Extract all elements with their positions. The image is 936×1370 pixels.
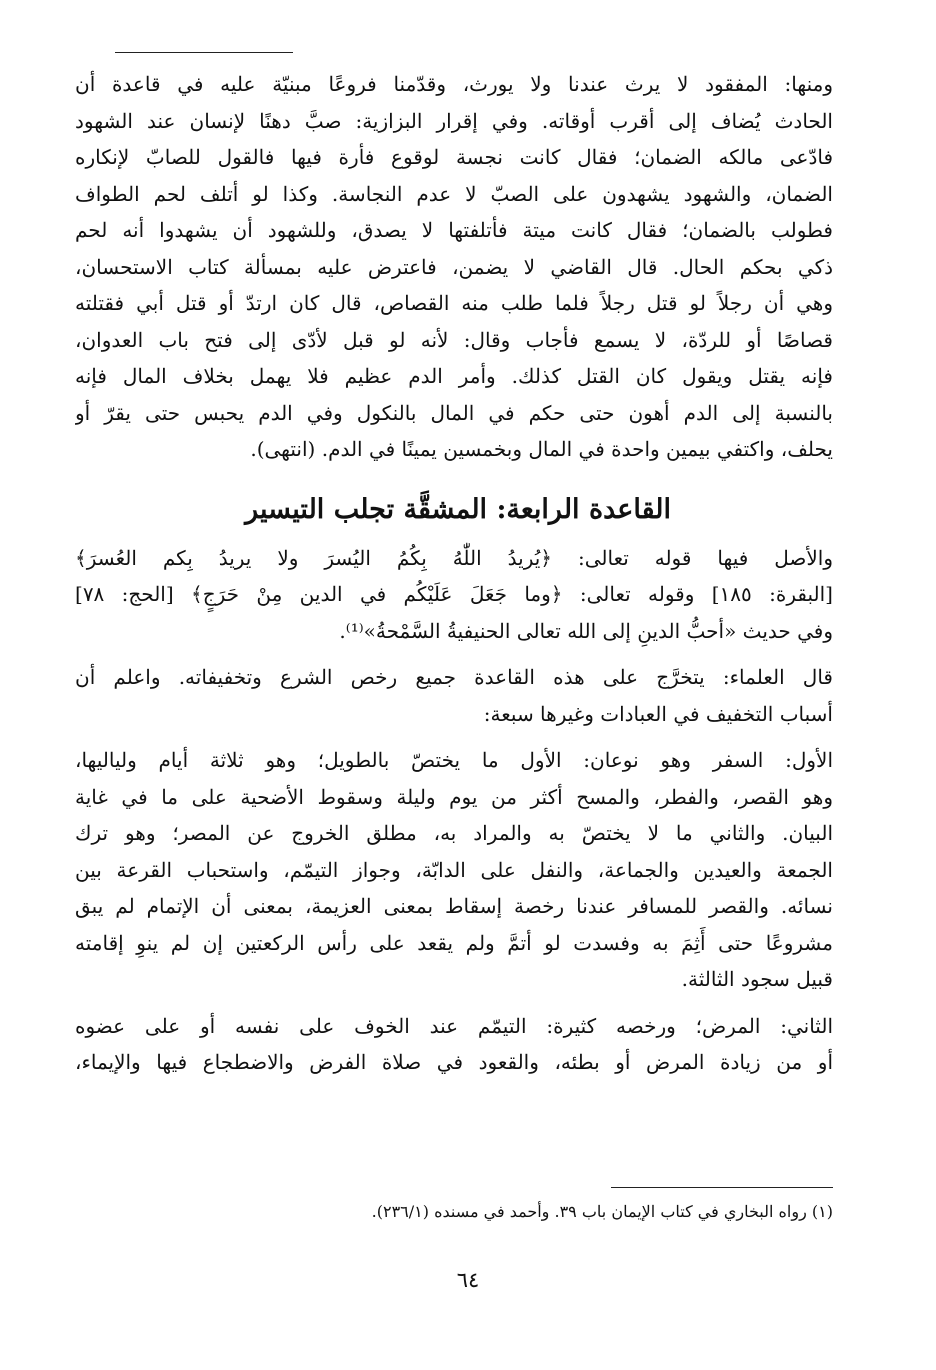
- footnote-divider: [611, 1187, 833, 1188]
- text-line: أسباب التخفيف في العبادات وغيرها سبعة:: [483, 701, 833, 726]
- paragraph-travel: [75, 742, 833, 998]
- text-line: البيان. والثاني ما لا يختصّ به والمراد به، مطلق الخروج عن المصر؛ وهو ترك: [75, 821, 833, 845]
- text-line: وفي حديث «أحبُّ الدينِ إلى الله تعالى الحنيفيةُ السَّمْحةُ»⁽¹⁾.: [339, 618, 833, 643]
- text-line: وهو القصر، والفطر، والمسح أكثر من يوم وليلة وسقوط الأضحية على ما في غاية: [75, 784, 833, 809]
- top-divider: [115, 52, 293, 53]
- text-line: فادّعى مالكه الضمان؛ فقال كانت نجسة لوقوع فأرة فيها فالقول للصابّ لإنكاره: [75, 145, 833, 169]
- footnote: (١) رواه البخاري في كتاب الإيمان باب ٣٩. وأحمد في مسنده (٢٣٦/١).: [371, 1202, 833, 1221]
- text-line: قبيل سجود الثالثة.: [681, 967, 833, 991]
- text-line: الحادث يُضاف إلى أقرب أوقاته. وفي إقرار البزازية: صبَّ دهنًا لإنسان عند الشهود: [75, 108, 833, 133]
- paragraph-scholars: [75, 659, 833, 732]
- text-line: والأصل فيها قوله تعالى: ﴿يُريدُ اللّٰهُ بِكُمُ اليُسرَ ولا يريدُ بِكم العُسرَ﴾: [75, 545, 833, 570]
- text-line: أو من زيادة المرض أو بطئه، والقعود في صلاة الفرض والاضطجاع فيها والإيماء،: [75, 1050, 833, 1074]
- text-line: ومنها: المفقود لا يرث عندنا ولا يورث، وقدّمنا فروعًا مبنيّة عليه في قاعدة أن: [75, 72, 833, 96]
- text-line: الثاني: المرض؛ ورخصه كثيرة: التيمّم عند الخوف على نفسه أو على عضوه: [75, 1013, 833, 1038]
- text-line: قصاصًا أو للردّة، لا يسمع فأجاب وقال: لأنه لو قبل لأدّى إلى فتح باب العدوان،: [75, 327, 833, 352]
- text-line: [البقرة: ١٨٥] وقوله تعالى: ﴿وما جَعَلَ عَلَيْكُم في الدين مِنْ حَرَجٍ﴾ [الحج: ٧٨]: [75, 582, 833, 606]
- text-line: مشروعًا حتى أَثِمَ به وفسدت لو أتمَّ ولم يقعد على رأس الركعتين إن لم ينوِ إقامته: [75, 930, 833, 955]
- text-line: الضمان، والشهود يشهدون على الصبّ لا عدم النجاسة. وكذا لو أتلف لحم الطواف: [75, 181, 833, 206]
- main-text: [75, 66, 833, 1081]
- text-line: نسائه. والقصر للمسافر عندنا رخصة إسقاط بمعنى العزيمة، بمعنى أن الإتمام لم يبق: [75, 894, 833, 918]
- text-line: بالنسبة إلى الدم أهون حتى حكم في المال بالنكول وفي الدم يحبس حتى يقرّ أو: [75, 400, 833, 425]
- paragraph-mafqud: [75, 66, 833, 468]
- text-line: قال العلماء: يتخرَّج على هذه القاعدة جميع رخص الشرع وتخفيفاته. واعلم أن: [75, 665, 833, 689]
- paragraph-illness: [75, 1008, 833, 1081]
- text-line: فطولب بالضمان؛ فقال كانت ميتة فأتلفتها لا يصدق، وللشهود أن يشهدوا أنه لحم: [75, 218, 833, 242]
- text-line: الجمعة والعيدين والجماعة، والنفل على الدابّة، وجواز التيمّم، واستحباب القرعة بين: [75, 857, 833, 882]
- paragraph-evidence: [75, 540, 833, 650]
- text-line: الأول: السفر وهو نوعان: الأول ما يختصّ بالطويل؛ وهو ثلاثة أيام ولياليها،: [75, 748, 833, 772]
- text-line: فإنه يقتل ويقول كان القتل كذلك. وأمر الدم عظيم فلا يهمل بخلاف المال فإنه: [75, 364, 833, 388]
- section-heading: القاعدة الرابعة: المشقَّة تجلب التيسير: [245, 493, 671, 525]
- page-number: ٦٤: [456, 1268, 480, 1292]
- text-line: ذكي بحكم الحال. قال القاضي لا يضمن، فاعترض عليه بمسألة كتاب الاستحسان،: [75, 254, 833, 279]
- text-line: يحلف، واكتفي بيمين واحدة في المال وبخمسين يمينًا في الدم. (انتهى).: [250, 437, 833, 461]
- text-line: وهي أن رجلاً لو قتل رجلاً فلما طلب منه القصاص، قال كان ارتدّ أو قتل أبي فقتلته: [75, 291, 833, 315]
